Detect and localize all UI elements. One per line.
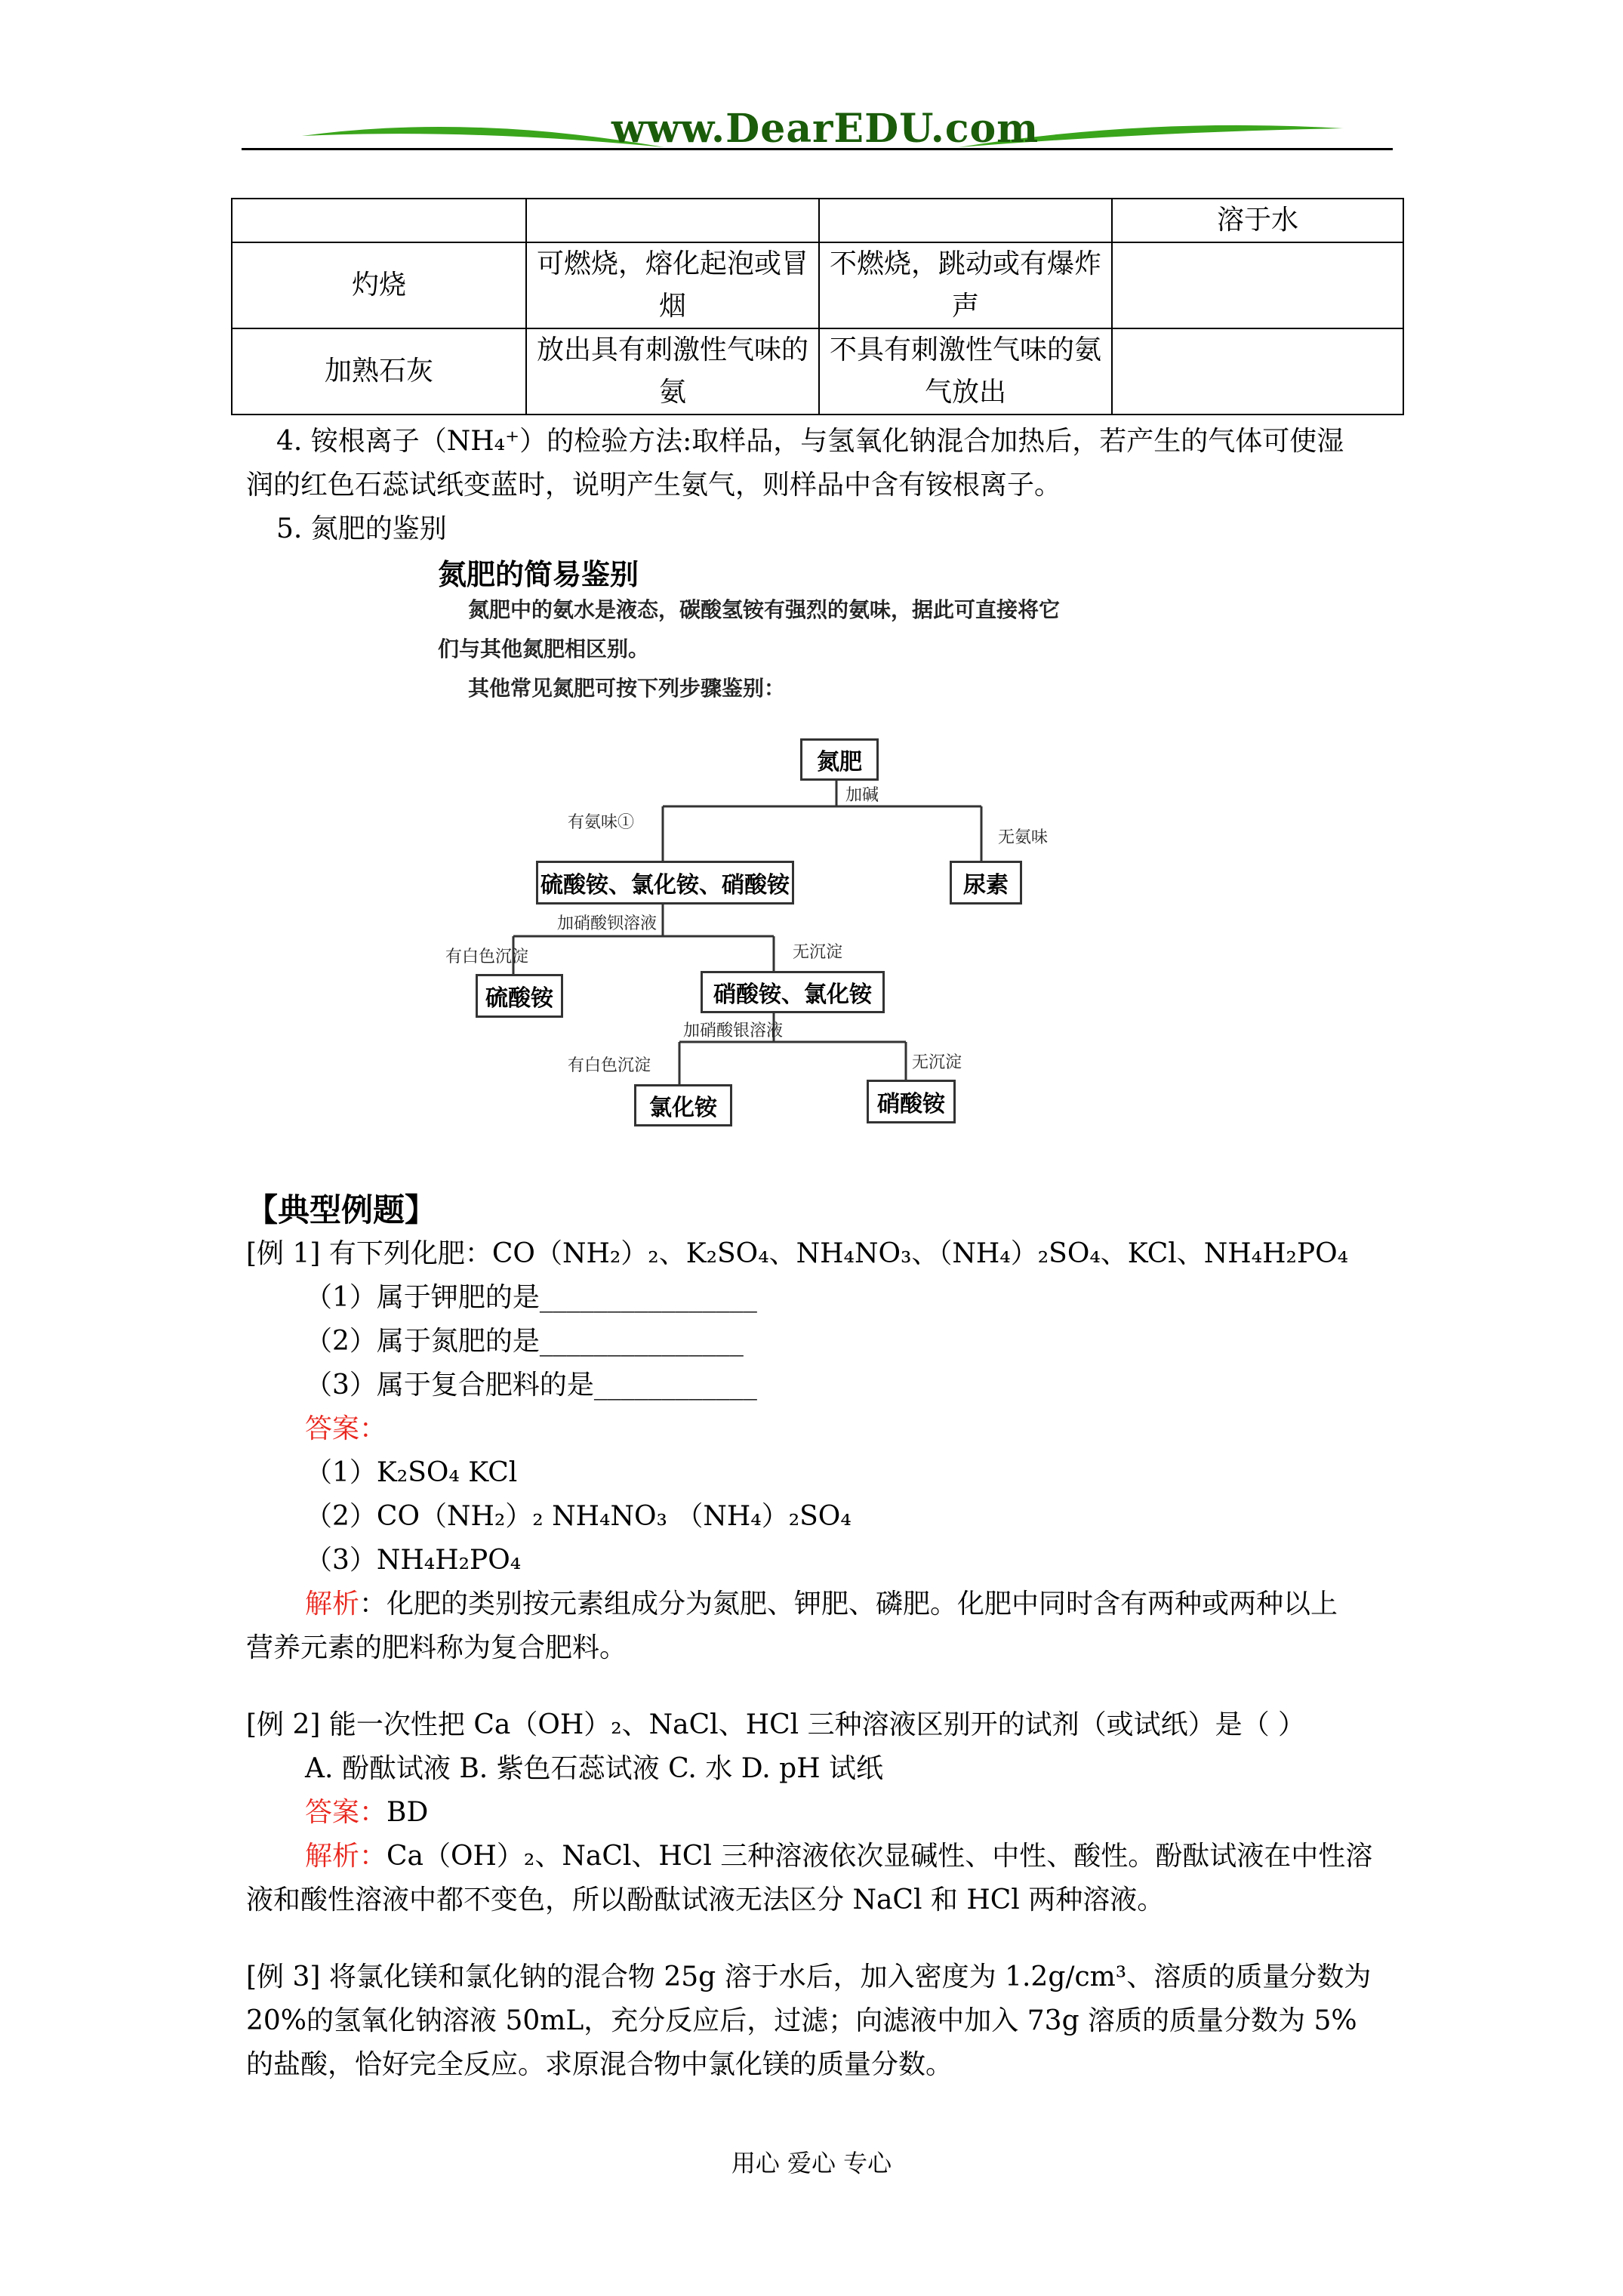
table-cell: [819, 199, 1112, 242]
table-cell: [1112, 328, 1403, 415]
example-2-answer-value: BD: [387, 1797, 429, 1828]
site-logo-text: www.DearEDU.com: [611, 106, 1039, 152]
node-urea: 尿素: [950, 861, 1022, 905]
table-cell: 溶于水: [1112, 199, 1403, 242]
flowchart-connectors: [423, 551, 1072, 1148]
example-1-q2: （2）属于氮肥的是_______________: [305, 1326, 744, 1357]
node-ammonium-sulfate: 硫酸铵: [476, 974, 563, 1018]
example-2-answer: [305, 1791, 428, 1835]
label-add-silver-nitrate: 加硝酸银溶液: [683, 1022, 784, 1040]
table-cell: [232, 199, 526, 242]
example-1-explanation-label: 解析: [305, 1589, 360, 1620]
item-4-line-1: 4. 铵根离子（NH₄⁺）的检验方法:取样品，与氢氧化钠混合加热后，若产生的气体可使湿: [276, 426, 1344, 457]
table-cell: 灼烧: [232, 242, 526, 328]
table-cell: 加熟石灰: [232, 328, 526, 415]
example-2-explanation-line-2: 液和酸性溶液中都不变色，所以酚酞试液无法区分 NaCl 和 HCl 两种溶液。: [246, 1885, 1165, 1915]
figure-text-1: 氮肥中的氨水是液态，碳酸氢铵有强烈的氨味，据此可直接将它: [468, 597, 1061, 622]
node-group-two-salts: 硝酸铵、氯化铵: [701, 971, 885, 1013]
label-add-alkali: 加碱: [845, 786, 879, 805]
node-group-three-salts: 硫酸铵、氯化铵、硝酸铵: [536, 861, 794, 905]
label-no-precipitate-2: 无沉淀: [912, 1053, 962, 1072]
label-white-precipitate-2: 有白色沉淀: [568, 1056, 651, 1075]
example-1-answer-2: （2）CO（NH₂）₂ NH₄NO₃ （NH₄）₂SO₄: [305, 1501, 852, 1532]
item-4-line-2: 润的红色石蕊试纸变蓝时，说明产生氨气，则样品中含有铵根离子。: [246, 470, 1062, 501]
example-3-line-2: 20%的氢氧化钠溶液 50mL，充分反应后，过滤；向滤液中加入 73g 溶质的质量分数为 5%: [246, 2005, 1357, 2036]
figure-text-2: 们与其他氮肥相区别。: [438, 636, 650, 661]
item-5-heading: 5. 氮肥的鉴别: [276, 513, 447, 544]
label-no-ammonia-smell: 无氨味: [998, 828, 1049, 847]
page-footer: 用心 爱心 专心: [731, 2149, 892, 2177]
label-add-barium-nitrate: 加硝酸钡溶液: [557, 914, 658, 933]
table-cell: 不燃烧，跳动或有爆炸声: [819, 242, 1112, 328]
table-cell: 不具有刺激性气味的氨气放出: [819, 328, 1112, 415]
example-2-question: [例 2] 能一次性把 Ca（OH）₂、NaCl、HCl 三种溶液区别开的试剂（或试纸）是（ ）: [246, 1709, 1306, 1740]
label-white-precipitate-1: 有白色沉淀: [445, 948, 529, 966]
example-2-explanation-line-1: [305, 1835, 1372, 1878]
example-1-answer-label: 答案：: [305, 1413, 387, 1444]
example-2-answer-label: 答案：: [305, 1797, 387, 1828]
table-row: [232, 242, 1403, 328]
example-1-explanation-line-1: [305, 1583, 1338, 1626]
example-1-q1: （1）属于钾肥的是________________: [305, 1282, 757, 1313]
example-1-answer-1: （1）K₂SO₄ KCl: [305, 1457, 518, 1488]
example-1-explanation-line-2: 营养元素的肥料称为复合肥料。: [246, 1632, 627, 1663]
figure-title: 氮肥的简易鉴别: [438, 557, 639, 591]
example-2-explanation-text: Ca（OH）₂、NaCl、HCl 三种溶液依次显碱性、中性、酸性。酚酞试液在中性溶: [387, 1841, 1373, 1872]
example-1-answer-3: （3）NH₄H₂PO₄: [305, 1545, 522, 1576]
table-cell: 放出具有刺激性气味的氨: [526, 328, 819, 415]
table-row: [232, 328, 1403, 415]
page-header: [242, 106, 1393, 166]
example-3-line-1: [例 3] 将氯化镁和氯化钠的混合物 25g 溶于水后，加入密度为 1.2g/cm³、溶质的质量分数为: [246, 1962, 1372, 1992]
label-has-ammonia-smell: 有氨味①: [568, 813, 635, 832]
node-nitrogen-fertilizer: 氮肥: [800, 738, 879, 781]
example-1-explanation-text: ：化肥的类别按元素组成分为氮肥、钾肥、磷肥。化肥中同时含有两种或两种以上: [359, 1589, 1338, 1620]
figure-text-3: 其他常见氮肥可按下列步骤鉴别：: [468, 676, 786, 701]
table-cell: [526, 199, 819, 242]
nitrogen-fertilizer-flowchart: [423, 551, 1072, 1148]
fertilizer-comparison-table: [231, 198, 1404, 415]
node-ammonium-chloride: 氯化铵: [634, 1084, 732, 1126]
label-no-precipitate-1: 无沉淀: [793, 943, 843, 962]
section-title: 【典型例题】: [246, 1191, 437, 1228]
example-1-q3: （3）属于复合肥料的是____________: [305, 1370, 757, 1401]
example-2-explanation-label: 解析：: [305, 1841, 387, 1872]
example-2-options: A. 酚酞试液 B. 紫色石蕊试液 C. 水 D. pH 试纸: [305, 1753, 884, 1784]
example-1-question: [例 1] 有下列化肥：CO（NH₂）₂、K₂SO₄、NH₄NO₃、（NH₄）₂SO₄、KCl、NH₄H₂PO₄: [246, 1238, 1349, 1269]
node-ammonium-nitrate: 硝酸铵: [867, 1080, 956, 1123]
table-cell: 可燃烧，熔化起泡或冒烟: [526, 242, 819, 328]
table-row: [232, 199, 1403, 242]
table-cell: [1112, 242, 1403, 328]
example-3-line-3: 的盐酸，恰好完全反应。求原混合物中氯化镁的质量分数。: [246, 2049, 953, 2080]
